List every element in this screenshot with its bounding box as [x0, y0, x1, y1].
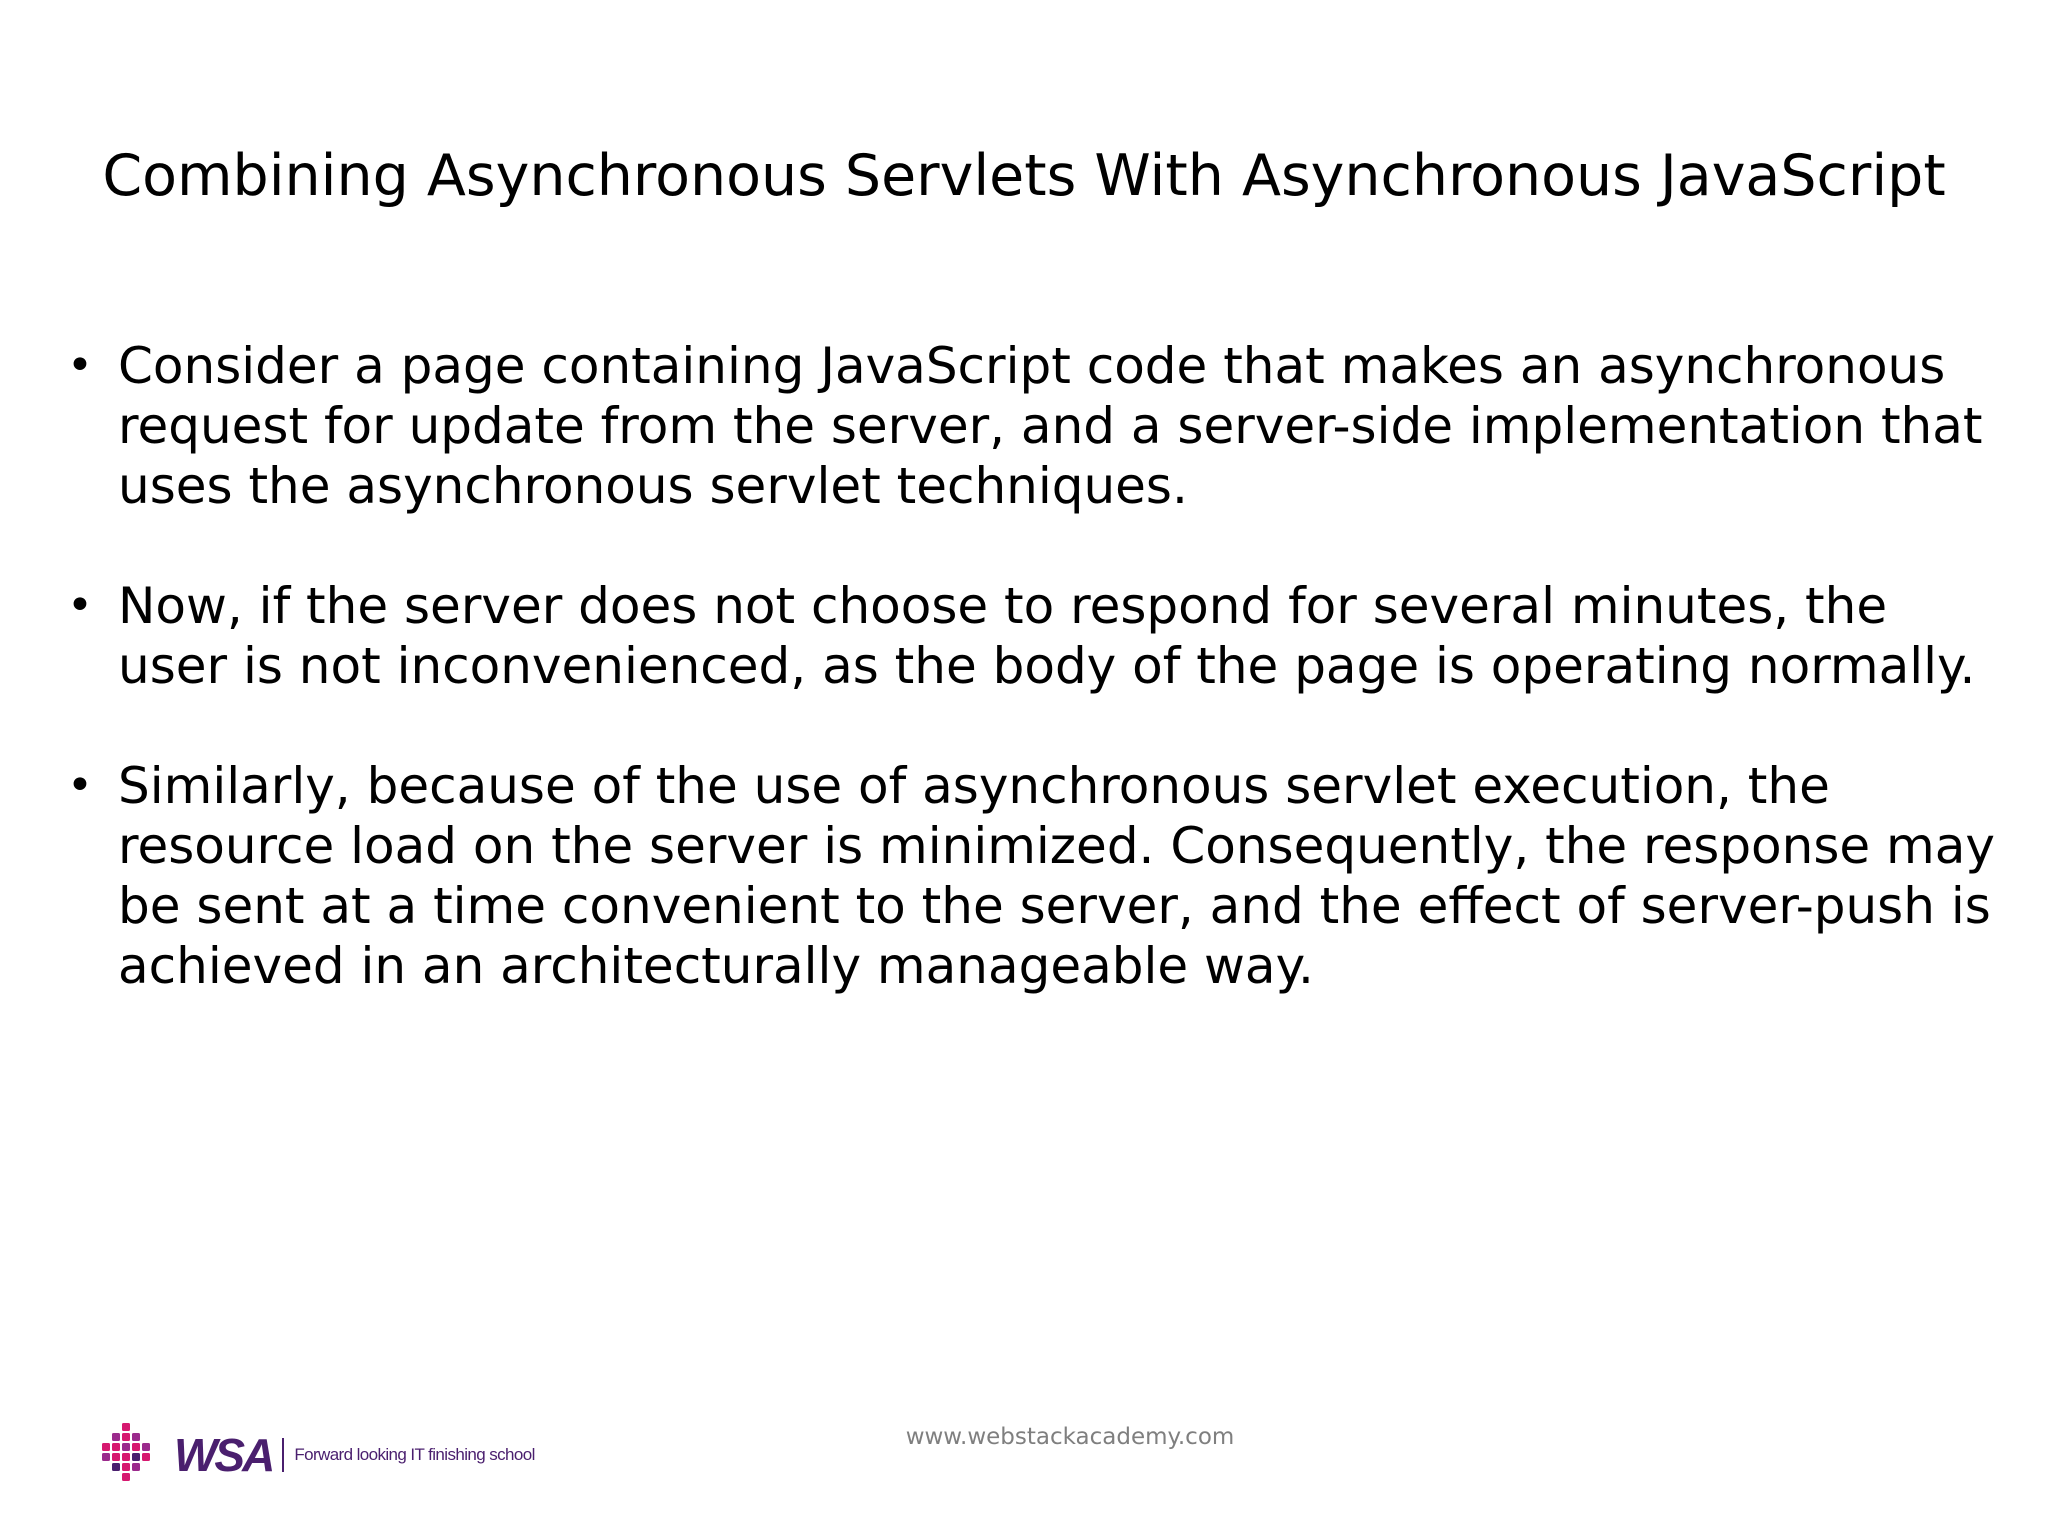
bullet-item	[62, 576, 2002, 696]
footer-url: www.webstackacademy.com	[905, 1424, 1235, 1450]
bullet-dot: •	[67, 340, 93, 391]
logo-tagline: Forward looking IT finishing school	[294, 1445, 535, 1464]
bullet-list	[62, 336, 2002, 1056]
bullet-text: Similarly, because of the use of asynchronous servlet execution, the resource load on the server is minimized. Consequently, the response may be sent at a time convenient to the server, and the effect of server-push is achieved in an architecturally manageable way.	[118, 757, 1995, 995]
bullet-text: Now, if the server does not choose to respond for several minutes, the user is not inconvenienced, as the body of the page is operating normally.	[118, 577, 1976, 695]
bullet-dot: •	[67, 580, 93, 631]
logo-wordmark: WSA	[174, 1429, 273, 1481]
bullet-text: Consider a page containing JavaScript code that makes an asynchronous request for update from the server, and a server-side implementation that uses the asynchronous servlet techniques.	[118, 337, 1983, 515]
bullet-dot: •	[67, 760, 93, 811]
bullet-item	[62, 756, 2002, 996]
bullet-item	[62, 336, 2002, 516]
slide-title: Combining Asynchronous Servlets With Asynchronous JavaScript	[102, 143, 1946, 209]
